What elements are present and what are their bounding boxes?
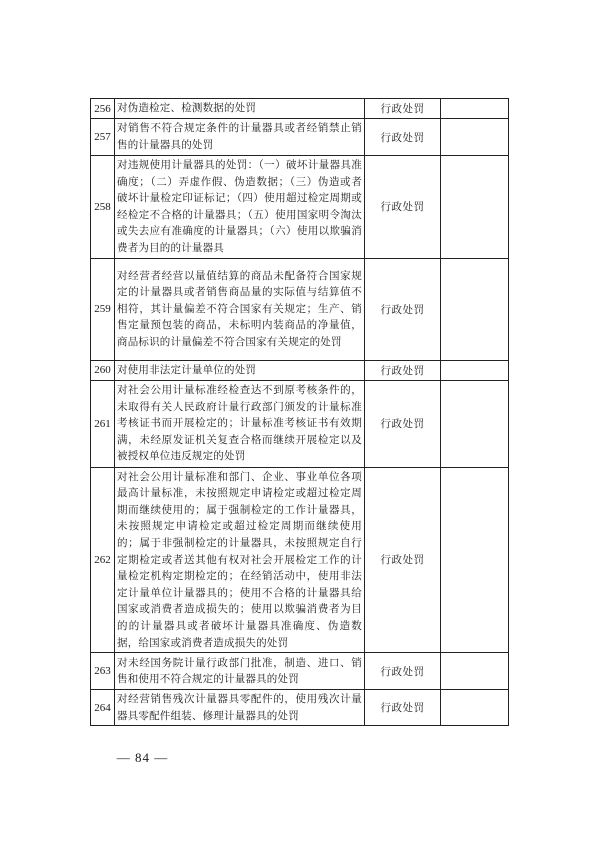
item-description: 对伪造检定、检测数据的处罚	[115, 99, 365, 119]
item-note	[441, 653, 509, 690]
item-category: 行政处罚	[365, 360, 441, 380]
item-description: 对使用非法定计量单位的处罚	[115, 360, 365, 380]
row-number: 260	[91, 360, 115, 380]
item-category: 行政处罚	[365, 380, 441, 467]
row-number: 263	[91, 653, 115, 690]
item-category: 行政处罚	[365, 690, 441, 726]
item-description: 对未经国务院计量行政部门批准，制造、进口、销售和使用不符合规定的计量器具的处罚	[115, 653, 365, 690]
row-number: 264	[91, 690, 115, 726]
table-row	[91, 690, 509, 726]
item-description: 对经营销售残次计量器具零配件的，使用残次计量器具零配件组装、修理计量器具的处罚	[115, 690, 365, 726]
item-note	[441, 99, 509, 119]
table-row	[91, 380, 509, 467]
item-note	[441, 119, 509, 156]
item-description: 对社会公用计量标准和部门、企业、事业单位各项最高计量标准，未按照规定申请检定或超过检定周期而继续使用的；属于强制检定的工作计量器具，未按照规定申请检定或超过检定周期而继续使用的；属于非强制检定的计量器具，未按照规定自行定期检定或者送其他有权对社会开展检定工作的计量检定机构定期检定的；在经销活动中，使用非法定计量单位计量器具的；使用不合格的计量器具给国家或消费者造成损失的；使用以欺骗消费者为目的的计量器具或者破坏计量器具准确度、伪造数据，给国家或消费者造成损失的处罚	[115, 467, 365, 653]
penalty-items-table	[90, 98, 509, 726]
row-number: 256	[91, 99, 115, 119]
item-category: 行政处罚	[365, 258, 441, 360]
item-note	[441, 690, 509, 726]
item-note	[441, 156, 509, 259]
table-row	[91, 360, 509, 380]
item-note	[441, 467, 509, 653]
row-number: 257	[91, 119, 115, 156]
item-description: 对社会公用计量标准经检查达不到原考核条件的，未取得有关人民政府计量行政部门颁发的计量标准考核证书而开展检定的；计量标准考核证书有效期满，未经原发证机关复查合格而继续开展检定以及被授权单位违反规定的处罚	[115, 380, 365, 467]
table-body	[91, 99, 509, 726]
item-description: 对经营者经营以量值结算的商品未配备符合国家规定的计量器具或者销售商品量的实际值与结算值不相符，其计量偏差不符合国家有关规定；生产、销售定量预包装的商品，未标明内装商品的净量值，商品标识的计量偏差不符合国家有关规定的处罚	[115, 258, 365, 360]
item-note	[441, 258, 509, 360]
item-category: 行政处罚	[365, 156, 441, 259]
item-category: 行政处罚	[365, 467, 441, 653]
table-row	[91, 653, 509, 690]
row-number: 262	[91, 467, 115, 653]
row-number: 261	[91, 380, 115, 467]
page-number: — 84 —	[116, 750, 169, 765]
item-note	[441, 360, 509, 380]
table-row	[91, 156, 509, 259]
row-number: 259	[91, 258, 115, 360]
item-description: 对销售不符合规定条件的计量器具或者经销禁止销售的计量器具的处罚	[115, 119, 365, 156]
item-note	[441, 380, 509, 467]
table-row	[91, 99, 509, 119]
row-number: 258	[91, 156, 115, 259]
table-row	[91, 467, 509, 653]
table-row	[91, 258, 509, 360]
table-row	[91, 119, 509, 156]
item-description: 对违规使用计量器具的处罚：（一）破坏计量器具准确度；（二）弄虚作假、伪造数据；（三）伪造或者破坏计量检定印证标记；（四）使用超过检定周期或经检定不合格的计量器具；（五）使用国家明令淘汰或失去应有准确度的计量器具；（六）使用以欺骗消费者为目的的计量器具	[115, 156, 365, 259]
item-category: 行政处罚	[365, 653, 441, 690]
item-category: 行政处罚	[365, 99, 441, 119]
item-category: 行政处罚	[365, 119, 441, 156]
